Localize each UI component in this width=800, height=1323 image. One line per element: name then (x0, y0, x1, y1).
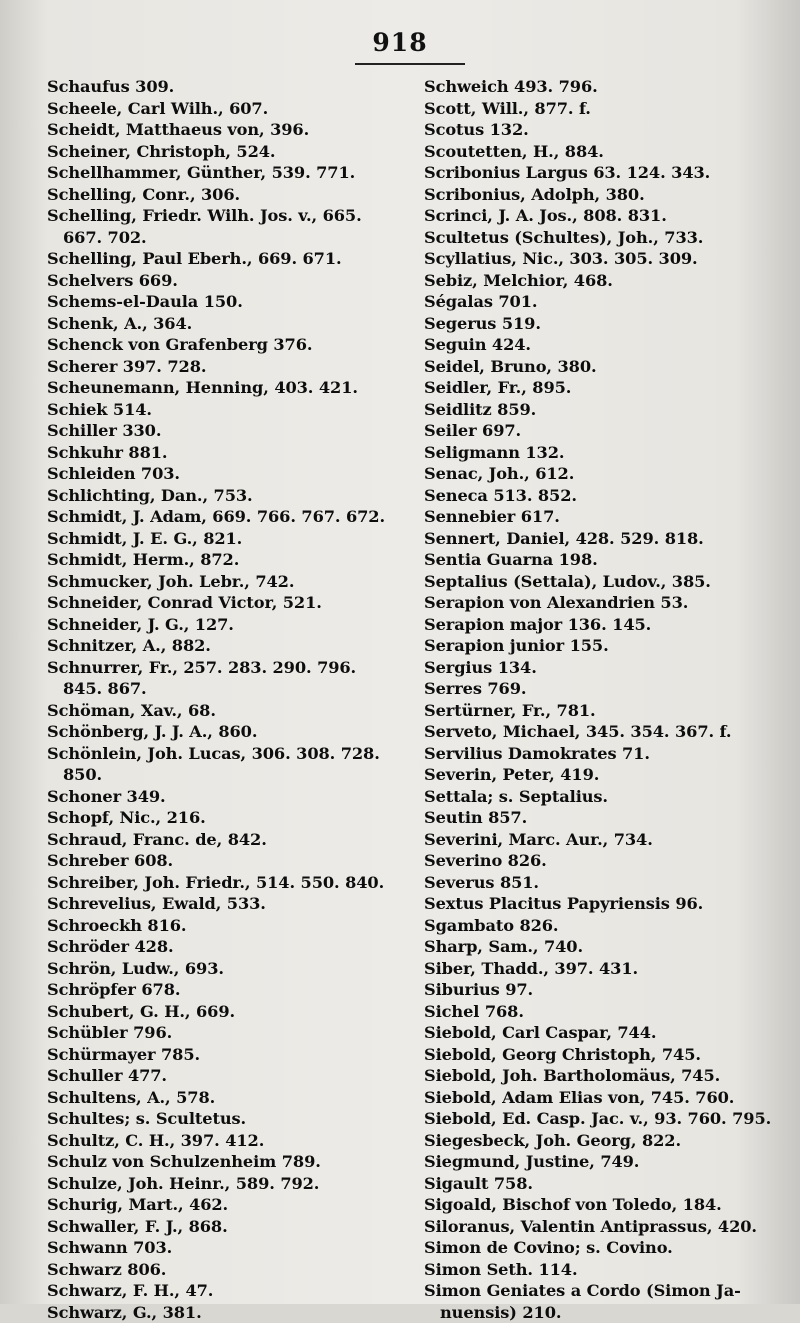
index-entry: Siloranus, Valentin Antiprassus, 420. (424, 1216, 786, 1238)
index-entry: Schulze, Joh. Heinr., 589. 792. (47, 1173, 419, 1195)
index-entry-continuation: 845. 867. (47, 678, 419, 700)
index-entry: Schelling, Conr., 306. (47, 184, 419, 206)
index-entry: Schultes; s. Scultetus. (47, 1108, 419, 1130)
index-entry: Schiek 514. (47, 399, 419, 421)
index-entry: Siebold, Joh. Bartholomäus, 745. (424, 1065, 786, 1087)
index-entry: Sertürner, Fr., 781. (424, 700, 786, 722)
index-entry: Schürmayer 785. (47, 1044, 419, 1066)
index-entry: Scott, Will., 877. f. (424, 98, 786, 120)
index-entry: Serapion major 136. 145. (424, 614, 786, 636)
index-entry: Serveto, Michael, 345. 354. 367. f. (424, 721, 786, 743)
index-entry: Scheunemann, Henning, 403. 421. (47, 377, 419, 399)
index-entry: Seguin 424. (424, 334, 786, 356)
index-entry: Simon Geniates a Cordo (Simon Ja- (424, 1280, 786, 1302)
index-entry: Severini, Marc. Aur., 734. (424, 829, 786, 851)
index-entry: Schübler 796. (47, 1022, 419, 1044)
index-entry: Schelling, Friedr. Wilh. Jos. v., 665. (47, 205, 419, 227)
index-entry: Schwaller, F. J., 868. (47, 1216, 419, 1238)
index-entry: Schenck von Grafenberg 376. (47, 334, 419, 356)
index-entry: Sennebier 617. (424, 506, 786, 528)
index-entry: Serres 769. (424, 678, 786, 700)
index-entry: Seiler 697. (424, 420, 786, 442)
index-entry-continuation: 850. (47, 764, 419, 786)
index-entry: Schmucker, Joh. Lebr., 742. (47, 571, 419, 593)
index-entry: Siebold, Adam Elias von, 745. 760. (424, 1087, 786, 1109)
index-entry: Schubert, G. H., 669. (47, 1001, 419, 1023)
index-entry: Scrinci, J. A. Jos., 808. 831. (424, 205, 786, 227)
index-entry: Simon de Covino; s. Covino. (424, 1237, 786, 1259)
index-entry: Schopf, Nic., 216. (47, 807, 419, 829)
index-entry: Sharp, Sam., 740. (424, 936, 786, 958)
index-entry: Scyllatius, Nic., 303. 305. 309. (424, 248, 786, 270)
index-entry: Schleiden 703. (47, 463, 419, 485)
index-entry: Schröpfer 678. (47, 979, 419, 1001)
index-entry: Schwann 703. (47, 1237, 419, 1259)
index-entry: Severin, Peter, 419. (424, 764, 786, 786)
index-entry: Scotus 132. (424, 119, 786, 141)
index-entry: Sgambato 826. (424, 915, 786, 937)
index-entry: Schwarz 806. (47, 1259, 419, 1281)
header-rule (355, 63, 465, 65)
index-entry: Siegesbeck, Joh. Georg, 822. (424, 1130, 786, 1152)
index-entry: Seidlitz 859. (424, 399, 786, 421)
index-entry: Scherer 397. 728. (47, 356, 419, 378)
index-entry-continuation: 667. 702. (47, 227, 419, 249)
index-column-right (424, 76, 786, 1323)
index-entry: Schkuhr 881. (47, 442, 419, 464)
index-entry: Schnitzer, A., 882. (47, 635, 419, 657)
index-entry: Sigault 758. (424, 1173, 786, 1195)
index-entry: Serapion von Alexandrien 53. (424, 592, 786, 614)
index-entry: Seneca 513. 852. (424, 485, 786, 507)
index-entry: Schelling, Paul Eberh., 669. 671. (47, 248, 419, 270)
index-entry: Seutin 857. (424, 807, 786, 829)
index-entry: Scribonius Largus 63. 124. 343. (424, 162, 786, 184)
index-entry: Schurig, Mart., 462. (47, 1194, 419, 1216)
index-entry: Schneider, Conrad Victor, 521. (47, 592, 419, 614)
index-entry: Septalius (Settala), Ludov., 385. (424, 571, 786, 593)
index-entry: Sebiz, Melchior, 468. (424, 270, 786, 292)
index-entry: Schelvers 669. (47, 270, 419, 292)
index-entry: Sentia Guarna 198. (424, 549, 786, 571)
index-entry: Schoner 349. (47, 786, 419, 808)
index-entry: Siebold, Ed. Casp. Jac. v., 93. 760. 795. (424, 1108, 786, 1130)
index-entry: Sextus Placitus Papyriensis 96. (424, 893, 786, 915)
index-entry: Sennert, Daniel, 428. 529. 818. (424, 528, 786, 550)
index-entry: Seidel, Bruno, 380. (424, 356, 786, 378)
index-entry: Siburius 97. (424, 979, 786, 1001)
index-entry: Sergius 134. (424, 657, 786, 679)
index-entry: Schultz, C. H., 397. 412. (47, 1130, 419, 1152)
index-entry: Schweich 493. 796. (424, 76, 786, 98)
index-entry: Scheidt, Matthaeus von, 396. (47, 119, 419, 141)
page-number: 918 (0, 28, 800, 57)
index-entry: Scoutetten, H., 884. (424, 141, 786, 163)
index-entry: Senac, Joh., 612. (424, 463, 786, 485)
index-entry: Schnurrer, Fr., 257. 283. 290. 796. (47, 657, 419, 679)
index-entry: Scheele, Carl Wilh., 607. (47, 98, 419, 120)
index-entry: Schiller 330. (47, 420, 419, 442)
index-entry: Schönlein, Joh. Lucas, 306. 308. 728. (47, 743, 419, 765)
index-entry: Serapion junior 155. (424, 635, 786, 657)
index-entry: Scribonius, Adolph, 380. (424, 184, 786, 206)
index-entry: Schrön, Ludw., 693. (47, 958, 419, 980)
index-entry: Segerus 519. (424, 313, 786, 335)
index-entry: Schönberg, J. J. A., 860. (47, 721, 419, 743)
index-entry: Scultetus (Schultes), Joh., 733. (424, 227, 786, 249)
index-entry: Schreiber, Joh. Friedr., 514. 550. 840. (47, 872, 419, 894)
index-entry: Seidler, Fr., 895. (424, 377, 786, 399)
index-entry: Scheiner, Christoph, 524. (47, 141, 419, 163)
index-entry: Siegmund, Justine, 749. (424, 1151, 786, 1173)
index-entry: Schmidt, Herm., 872. (47, 549, 419, 571)
index-entry-continuation: nuensis) 210. (424, 1302, 786, 1323)
index-entry: Schulz von Schulzenheim 789. (47, 1151, 419, 1173)
index-entry: Schreber 608. (47, 850, 419, 872)
index-entry: Siber, Thadd., 397. 431. (424, 958, 786, 980)
index-entry: Simon Seth. 114. (424, 1259, 786, 1281)
index-entry: Ségalas 701. (424, 291, 786, 313)
index-entry: Schuller 477. (47, 1065, 419, 1087)
index-entry: Schwarz, F. H., 47. (47, 1280, 419, 1302)
index-entry: Settala; s. Septalius. (424, 786, 786, 808)
index-entry: Schöman, Xav., 68. (47, 700, 419, 722)
index-entry: Schmidt, J. Adam, 669. 766. 767. 672. (47, 506, 419, 528)
index-entry: Schneider, J. G., 127. (47, 614, 419, 636)
index-column-left (47, 76, 419, 1323)
index-entry: Severus 851. (424, 872, 786, 894)
index-entry: Schaufus 309. (47, 76, 419, 98)
index-entry: Schellhammer, Günther, 539. 771. (47, 162, 419, 184)
index-entry: Schems-el-Daula 150. (47, 291, 419, 313)
index-entry: Siebold, Carl Caspar, 744. (424, 1022, 786, 1044)
index-entry: Servilius Damokrates 71. (424, 743, 786, 765)
index-entry: Seligmann 132. (424, 442, 786, 464)
index-entry: Schroeckh 816. (47, 915, 419, 937)
index-entry: Schlichting, Dan., 753. (47, 485, 419, 507)
index-entry: Schröder 428. (47, 936, 419, 958)
index-entry: Schraud, Franc. de, 842. (47, 829, 419, 851)
index-entry: Severino 826. (424, 850, 786, 872)
index-entry: Sichel 768. (424, 1001, 786, 1023)
index-entry: Schenk, A., 364. (47, 313, 419, 335)
index-entry: Schmidt, J. E. G., 821. (47, 528, 419, 550)
index-entry: Schrevelius, Ewald, 533. (47, 893, 419, 915)
index-entry: Siebold, Georg Christoph, 745. (424, 1044, 786, 1066)
index-entry: Schultens, A., 578. (47, 1087, 419, 1109)
index-entry: Sigoald, Bischof von Toledo, 184. (424, 1194, 786, 1216)
index-entry: Schwarz, G., 381. (47, 1302, 419, 1323)
